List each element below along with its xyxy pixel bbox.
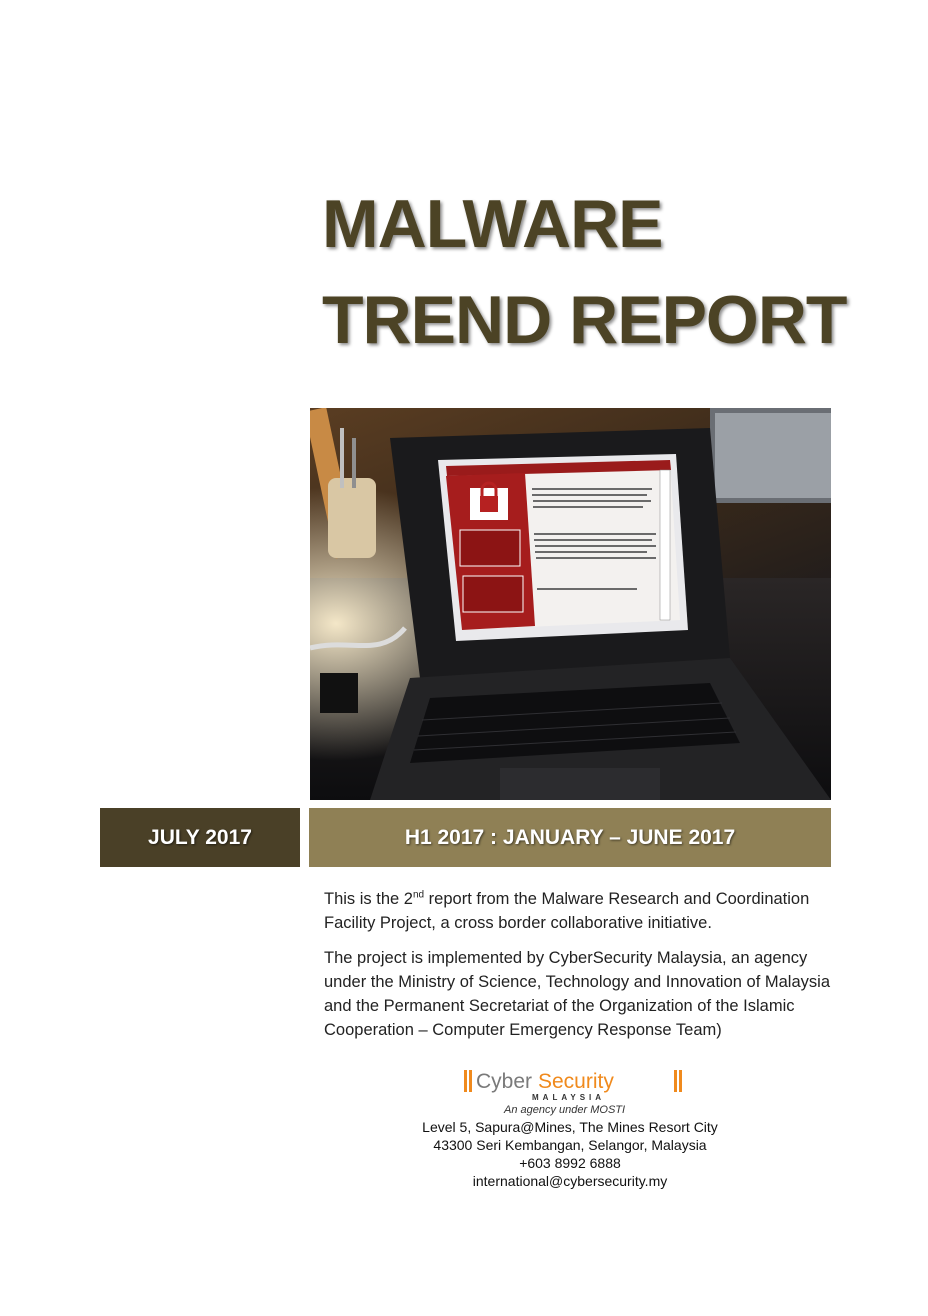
email-address[interactable]: international@cybersecurity.my (472, 1173, 668, 1189)
logo-cyber: Cyber (476, 1070, 533, 1093)
logo-tagline: An agency under MOSTI (504, 1104, 626, 1116)
intro-paragraph-1 (324, 887, 834, 935)
report-title-line-2: TREND REPORT (322, 282, 847, 358)
address-line-2: 43300 Seri Kembangan, Selangor, Malaysia (433, 1137, 707, 1153)
report-date-bar (100, 808, 300, 867)
cybersecurity-malaysia-logo (462, 1066, 684, 1102)
intro-p1-text-rest: report from the Malware Research and Coordination Facility Project, a cross border collaborative initiative. (324, 890, 810, 932)
report-period: H1 2017 : JANUARY – JUNE 2017 (404, 825, 736, 849)
phone-number: +603 8992 6888 (519, 1155, 621, 1171)
logo-country: MALAYSIA (532, 1093, 606, 1102)
cover-photo (310, 408, 831, 800)
laptop-ransomware-photo (310, 408, 831, 800)
report-period-bar (309, 808, 831, 867)
ordinal-suffix: nd (412, 889, 425, 901)
intro-paragraph-2: The project is implemented by CyberSecurity Malaysia, an agency under the Ministry of Science, Technology and Innovation of Malaysia and the Permanent Secretariat of the Organization of the Islamic Cooperation – Computer Emergency Response Team) (324, 949, 830, 1039)
intro-p1-text: This is the 2 (324, 890, 413, 908)
report-date: JULY 2017 (148, 825, 252, 849)
report-title-line-1: MALWARE (322, 186, 663, 262)
logo-security: Security (538, 1070, 614, 1093)
address-line-1: Level 5, Sapura@Mines, The Mines Resort City (422, 1119, 718, 1135)
